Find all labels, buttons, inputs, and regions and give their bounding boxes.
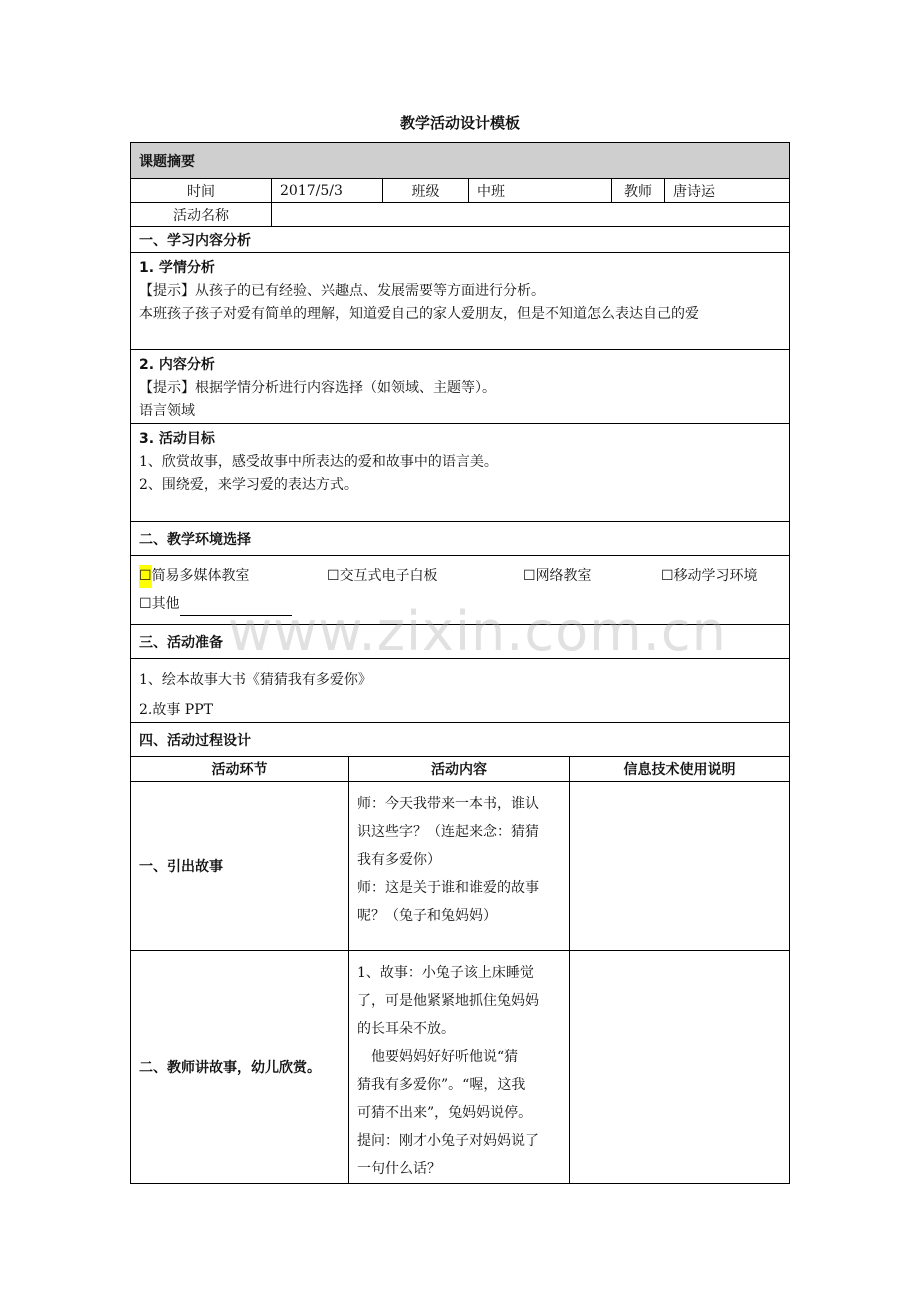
column-header-content: 活动内容	[348, 757, 569, 781]
summary-header: 课题摘要	[131, 143, 789, 178]
checkbox-icon[interactable]: ☐	[139, 595, 152, 612]
activity-goals-title: 3. 活动目标	[139, 431, 215, 447]
env-option-label: 交互式电子白板	[339, 567, 438, 584]
process-stage: 一、引出故事	[139, 859, 223, 875]
environment-block	[131, 555, 789, 624]
process-row	[131, 950, 789, 1183]
environment-other-row	[139, 590, 781, 618]
content-analysis-title: 2. 内容分析	[139, 357, 215, 373]
env-option-network[interactable]	[523, 565, 661, 588]
column-header-stage: 活动环节	[211, 762, 268, 778]
process-content-line: 识这些字？（连起来念：猜猜	[357, 824, 539, 840]
other-blank-line[interactable]	[180, 601, 292, 616]
process-it-note[interactable]	[569, 951, 789, 1183]
lesson-plan-table	[130, 142, 790, 1184]
env-option-label: 其他	[151, 595, 180, 612]
activity-name-row	[131, 202, 789, 226]
content-analysis-hint: 【提示】根据学情分析进行内容选择（如领域、主题等）。	[139, 380, 496, 396]
teacher-value: 唐诗运	[664, 179, 789, 202]
preparation-item: 2.故事 PPT	[139, 702, 213, 718]
environment-options-row	[139, 562, 781, 590]
learning-analysis-title: 1. 学情分析	[139, 260, 215, 276]
env-option-multimedia[interactable]	[139, 565, 327, 588]
env-option-label: 移动学习环境	[673, 567, 758, 584]
preparation-item: 1、绘本故事大书《猜猜我有多爱你》	[139, 672, 372, 688]
preparation-block	[131, 658, 789, 722]
env-option-label: 网络教室	[535, 567, 592, 584]
process-content-line: 一句什么话？	[357, 1161, 441, 1177]
process-content-line: 可猜不出来”，兔妈妈说停。	[357, 1105, 533, 1121]
activity-goal-item: 2、围绕爱，来学习爱的表达方式。	[139, 477, 358, 493]
section1-header: 一、学习内容分析	[131, 226, 789, 252]
checkbox-icon[interactable]: ☐	[661, 567, 674, 584]
process-content	[348, 782, 569, 950]
section2-header: 二、教学环境选择	[131, 521, 789, 555]
checkbox-icon[interactable]: ☐	[139, 565, 152, 588]
env-option-whiteboard[interactable]	[327, 565, 523, 588]
activity-goal-item: 1、欣赏故事，感受故事中所表达的爱和故事中的语言美。	[139, 454, 498, 470]
section4-header: 四、活动过程设计	[131, 722, 789, 756]
process-content-line: 了，可是他紧紧地抓住兔妈妈	[357, 993, 539, 1009]
env-option-mobile[interactable]	[661, 565, 758, 588]
activity-name-value[interactable]	[271, 203, 789, 226]
page-title: 教学活动设计模板	[399, 114, 520, 132]
class-label: 班级	[382, 179, 468, 202]
process-row	[131, 781, 789, 950]
process-content-line: 提问：刚才小兔子对妈妈说了	[357, 1133, 539, 1149]
learning-analysis-block	[131, 252, 789, 349]
class-value: 中班	[468, 179, 611, 202]
teacher-label: 教师	[611, 179, 664, 202]
watermark: www.zixin.com.cn	[228, 600, 727, 663]
process-table-header	[131, 756, 789, 781]
checkbox-icon[interactable]: ☐	[523, 567, 536, 584]
learning-analysis-hint: 【提示】从孩子的已有经验、兴趣点、发展需要等方面进行分析。	[139, 283, 545, 299]
section3-header: 三、活动准备	[131, 624, 789, 658]
process-content-line: 他要妈妈好好听他说“猜	[357, 1049, 519, 1065]
time-value: 2017/5/3	[271, 179, 382, 202]
process-content-line: 我有多爱你）	[357, 852, 441, 868]
env-option-label: 简易多媒体教室	[151, 567, 250, 584]
content-analysis-text: 语言领域	[139, 403, 195, 419]
learning-analysis-text: 本班孩子孩子对爱有简单的理解，知道爱自己的家人爱朋友，但是不知道怎么表达自己的爱	[139, 306, 699, 322]
process-it-note[interactable]	[569, 782, 789, 950]
activity-goals-block	[131, 423, 789, 521]
process-stage: 二、教师讲故事，幼儿欣赏。	[139, 1060, 321, 1076]
activity-name-label: 活动名称	[173, 207, 229, 224]
process-content	[348, 951, 569, 1183]
summary-info-row	[131, 178, 789, 202]
process-content-line: 呢？（兔子和兔妈妈）	[357, 908, 497, 924]
checkbox-icon[interactable]: ☐	[327, 567, 340, 584]
process-content-line: 师：今天我带来一本书，谁认	[357, 796, 539, 812]
process-content-line: 的长耳朵不放。	[357, 1021, 455, 1037]
time-label: 时间	[187, 183, 215, 200]
process-content-line: 师：这是关于谁和谁爱的故事	[357, 880, 539, 896]
column-header-it: 信息技术使用说明	[569, 757, 789, 781]
content-analysis-block	[131, 349, 789, 423]
env-option-other[interactable]	[139, 593, 292, 616]
process-content-line: 1、故事：小兔子该上床睡觉	[357, 965, 534, 981]
process-content-line: 猜我有多爱你”。“喔，这我	[357, 1077, 526, 1093]
